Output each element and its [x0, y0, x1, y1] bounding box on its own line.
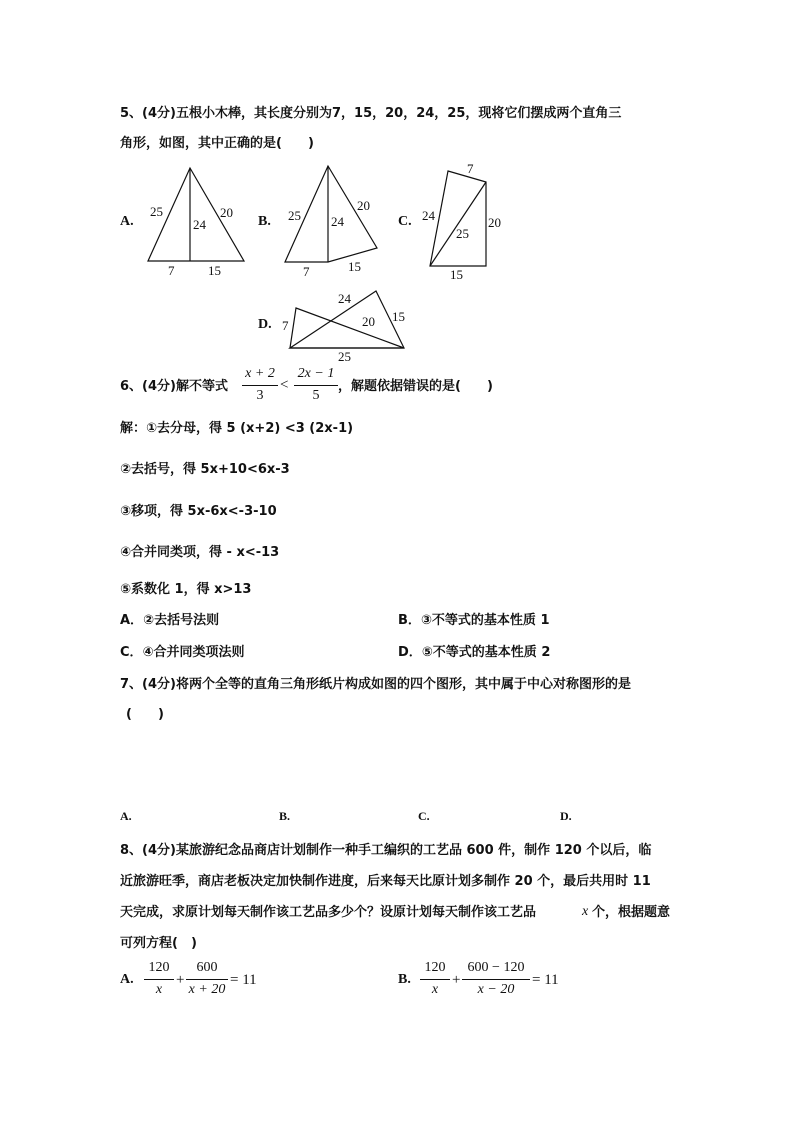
- q7-line2: ( ): [126, 707, 164, 722]
- q7-line1: 7、(4分)将两个全等的直角三角形纸片构成如图的四个图形，其中属于中心对称图形的是: [120, 677, 631, 692]
- q7-option-b-label: B.: [279, 809, 291, 823]
- q5-figure-b-label-15: 15: [348, 259, 361, 274]
- q6-step-3: ③移项，得 5x-6x<-3-10: [120, 504, 277, 519]
- q5-figure-b-label-7: 7: [303, 264, 310, 279]
- q8-line4: 可列方程( ): [120, 936, 197, 951]
- q5-figure-b-label-25: 25: [288, 208, 301, 223]
- q8-option-b-fraction-2-denominator: x − 20: [477, 982, 515, 997]
- q8-option-a-fraction-1-denominator: x: [155, 982, 163, 997]
- q8-option-b-fraction-1: [420, 960, 450, 1000]
- q5-figure-c-label-25: 25: [456, 226, 469, 241]
- q6-step-5: ⑤系数化 1，得 x>13: [120, 582, 252, 597]
- q6-fraction-2: [294, 366, 338, 406]
- q8-option-b-fraction-2: [462, 960, 530, 1000]
- q5-line2: 角形，如图，其中正确的是( ): [120, 136, 314, 151]
- q8-option-a-fraction-1: [144, 960, 174, 1000]
- q8-line3-b: 个，根据题意: [592, 905, 671, 920]
- q5-figure-a-label-15: 15: [208, 263, 221, 278]
- q6-fraction-1-bar: [242, 385, 278, 386]
- q6-option-b: B．③不等式的基本性质 1: [398, 613, 550, 628]
- q8-option-b-fraction-2-bar: [462, 979, 530, 980]
- q6-fraction-1-denominator: 3: [256, 388, 264, 403]
- q8-option-b-fraction-1-denominator: x: [431, 982, 439, 997]
- q6-step-2: ②去括号，得 5x+10<6x-3: [120, 462, 290, 477]
- q8-option-a-fraction-1-bar: [144, 979, 174, 980]
- q8-option-b-plus: +: [452, 972, 461, 988]
- q6-fraction-2-numerator: 2x − 1: [297, 366, 335, 381]
- q5-figure-a-label-20: 20: [220, 205, 233, 220]
- q8-option-b-label: B.: [398, 972, 411, 987]
- q5-option-a-label: A.: [120, 214, 134, 229]
- q8-line3-variable: x: [582, 904, 589, 919]
- q5-figure-a-label-25: 25: [150, 204, 163, 219]
- q8-option-a-fraction-2-denominator: x + 20: [188, 982, 226, 997]
- q5-figure-c: [416, 155, 516, 285]
- q5-figure-d-label-20: 20: [362, 314, 375, 329]
- q8-option-a-fraction-1-numerator: 120: [148, 960, 170, 975]
- q8-option-a-fraction-2-bar: [186, 979, 228, 980]
- q7-option-a-label: A.: [120, 809, 132, 823]
- q8-option-b-fraction-2-numerator: 600 − 120: [467, 960, 525, 975]
- q5-figure-d-label-15: 15: [392, 309, 405, 324]
- q6-step-4: ④合并同类项，得 - x<-13: [120, 545, 280, 560]
- q5-figure-b: [280, 158, 385, 283]
- q5-option-d-label: D.: [258, 317, 272, 332]
- q5-figure-d-label-24: 24: [338, 291, 351, 306]
- q8-option-a-fraction-2: [186, 960, 228, 1000]
- q6-suffix: ，解题依据错误的是( ): [338, 379, 493, 394]
- q5-figure-c-label-24: 24: [422, 208, 435, 223]
- q6-fraction-1: [242, 366, 278, 406]
- q6-step-1: 解：①去分母，得 5 (x+2) <3 (2x-1): [120, 421, 354, 436]
- q5-figure-b-label-20: 20: [357, 198, 370, 213]
- q6-less-than: <: [280, 377, 289, 393]
- q5-figure-d-label-7: 7: [282, 318, 289, 333]
- q7-option-d-label: D.: [560, 809, 572, 823]
- q5-figure-c-quad: [430, 171, 486, 266]
- q8-option-a-label: A.: [120, 972, 134, 987]
- q6-fraction-1-numerator: x + 2: [245, 366, 275, 381]
- q8-option-a-equals: = 11: [230, 972, 257, 988]
- q5-figure-a: [140, 158, 250, 283]
- q5-option-b-label: B.: [258, 214, 271, 229]
- q8-line2: 近旅游旺季，商店老板决定加快制作进度，后来每天比原计划多制作 20 个，最后共用时 11: [120, 874, 651, 889]
- q5-figure-a-label-7: 7: [168, 263, 175, 278]
- q5-figure-c-label-7: 7: [467, 161, 474, 176]
- q5-option-c-label: C.: [398, 214, 412, 229]
- q5-figure-c-label-15: 15: [450, 267, 463, 282]
- q8-option-b-equals: = 11: [532, 972, 559, 988]
- q8-option-a-plus: +: [176, 972, 185, 988]
- q8-option-b-fraction-1-bar: [420, 979, 450, 980]
- q8-option-a-fraction-2-numerator: 600: [196, 960, 218, 975]
- q6-prefix: 6、(4分)解不等式: [120, 379, 228, 394]
- q8-line1: 8、(4分)某旅游纪念品商店计划制作一种手工编织的工艺品 600 件，制作 120 个以后，临: [120, 843, 652, 858]
- q5-line1: 5、(4分)五根小木棒，其长度分别为7，15，20，24，25，现将它们摆成两个直角三: [120, 106, 622, 121]
- q5-figure-b-label-24: 24: [331, 214, 344, 229]
- q8-line3-a: 天完成，求原计划每天制作该工艺品多少个？设原计划每天制作该工艺品: [120, 905, 537, 920]
- q6-fraction-2-bar: [294, 385, 338, 386]
- q5-figure-a-label-24: 24: [193, 217, 206, 232]
- q6-option-d: D．⑤不等式的基本性质 2: [398, 645, 551, 660]
- q6-option-a: A．②去括号法则: [120, 613, 220, 628]
- q8-option-b-fraction-1-numerator: 120: [424, 960, 446, 975]
- q7-option-c-label: C.: [418, 809, 430, 823]
- q5-figure-c-label-20: 20: [488, 215, 501, 230]
- q6-fraction-2-denominator: 5: [312, 388, 320, 403]
- q6-option-c: C．④合并同类项法则: [120, 645, 245, 660]
- q5-figure-d-label-25: 25: [338, 349, 351, 364]
- q5-figure-d: [280, 285, 415, 365]
